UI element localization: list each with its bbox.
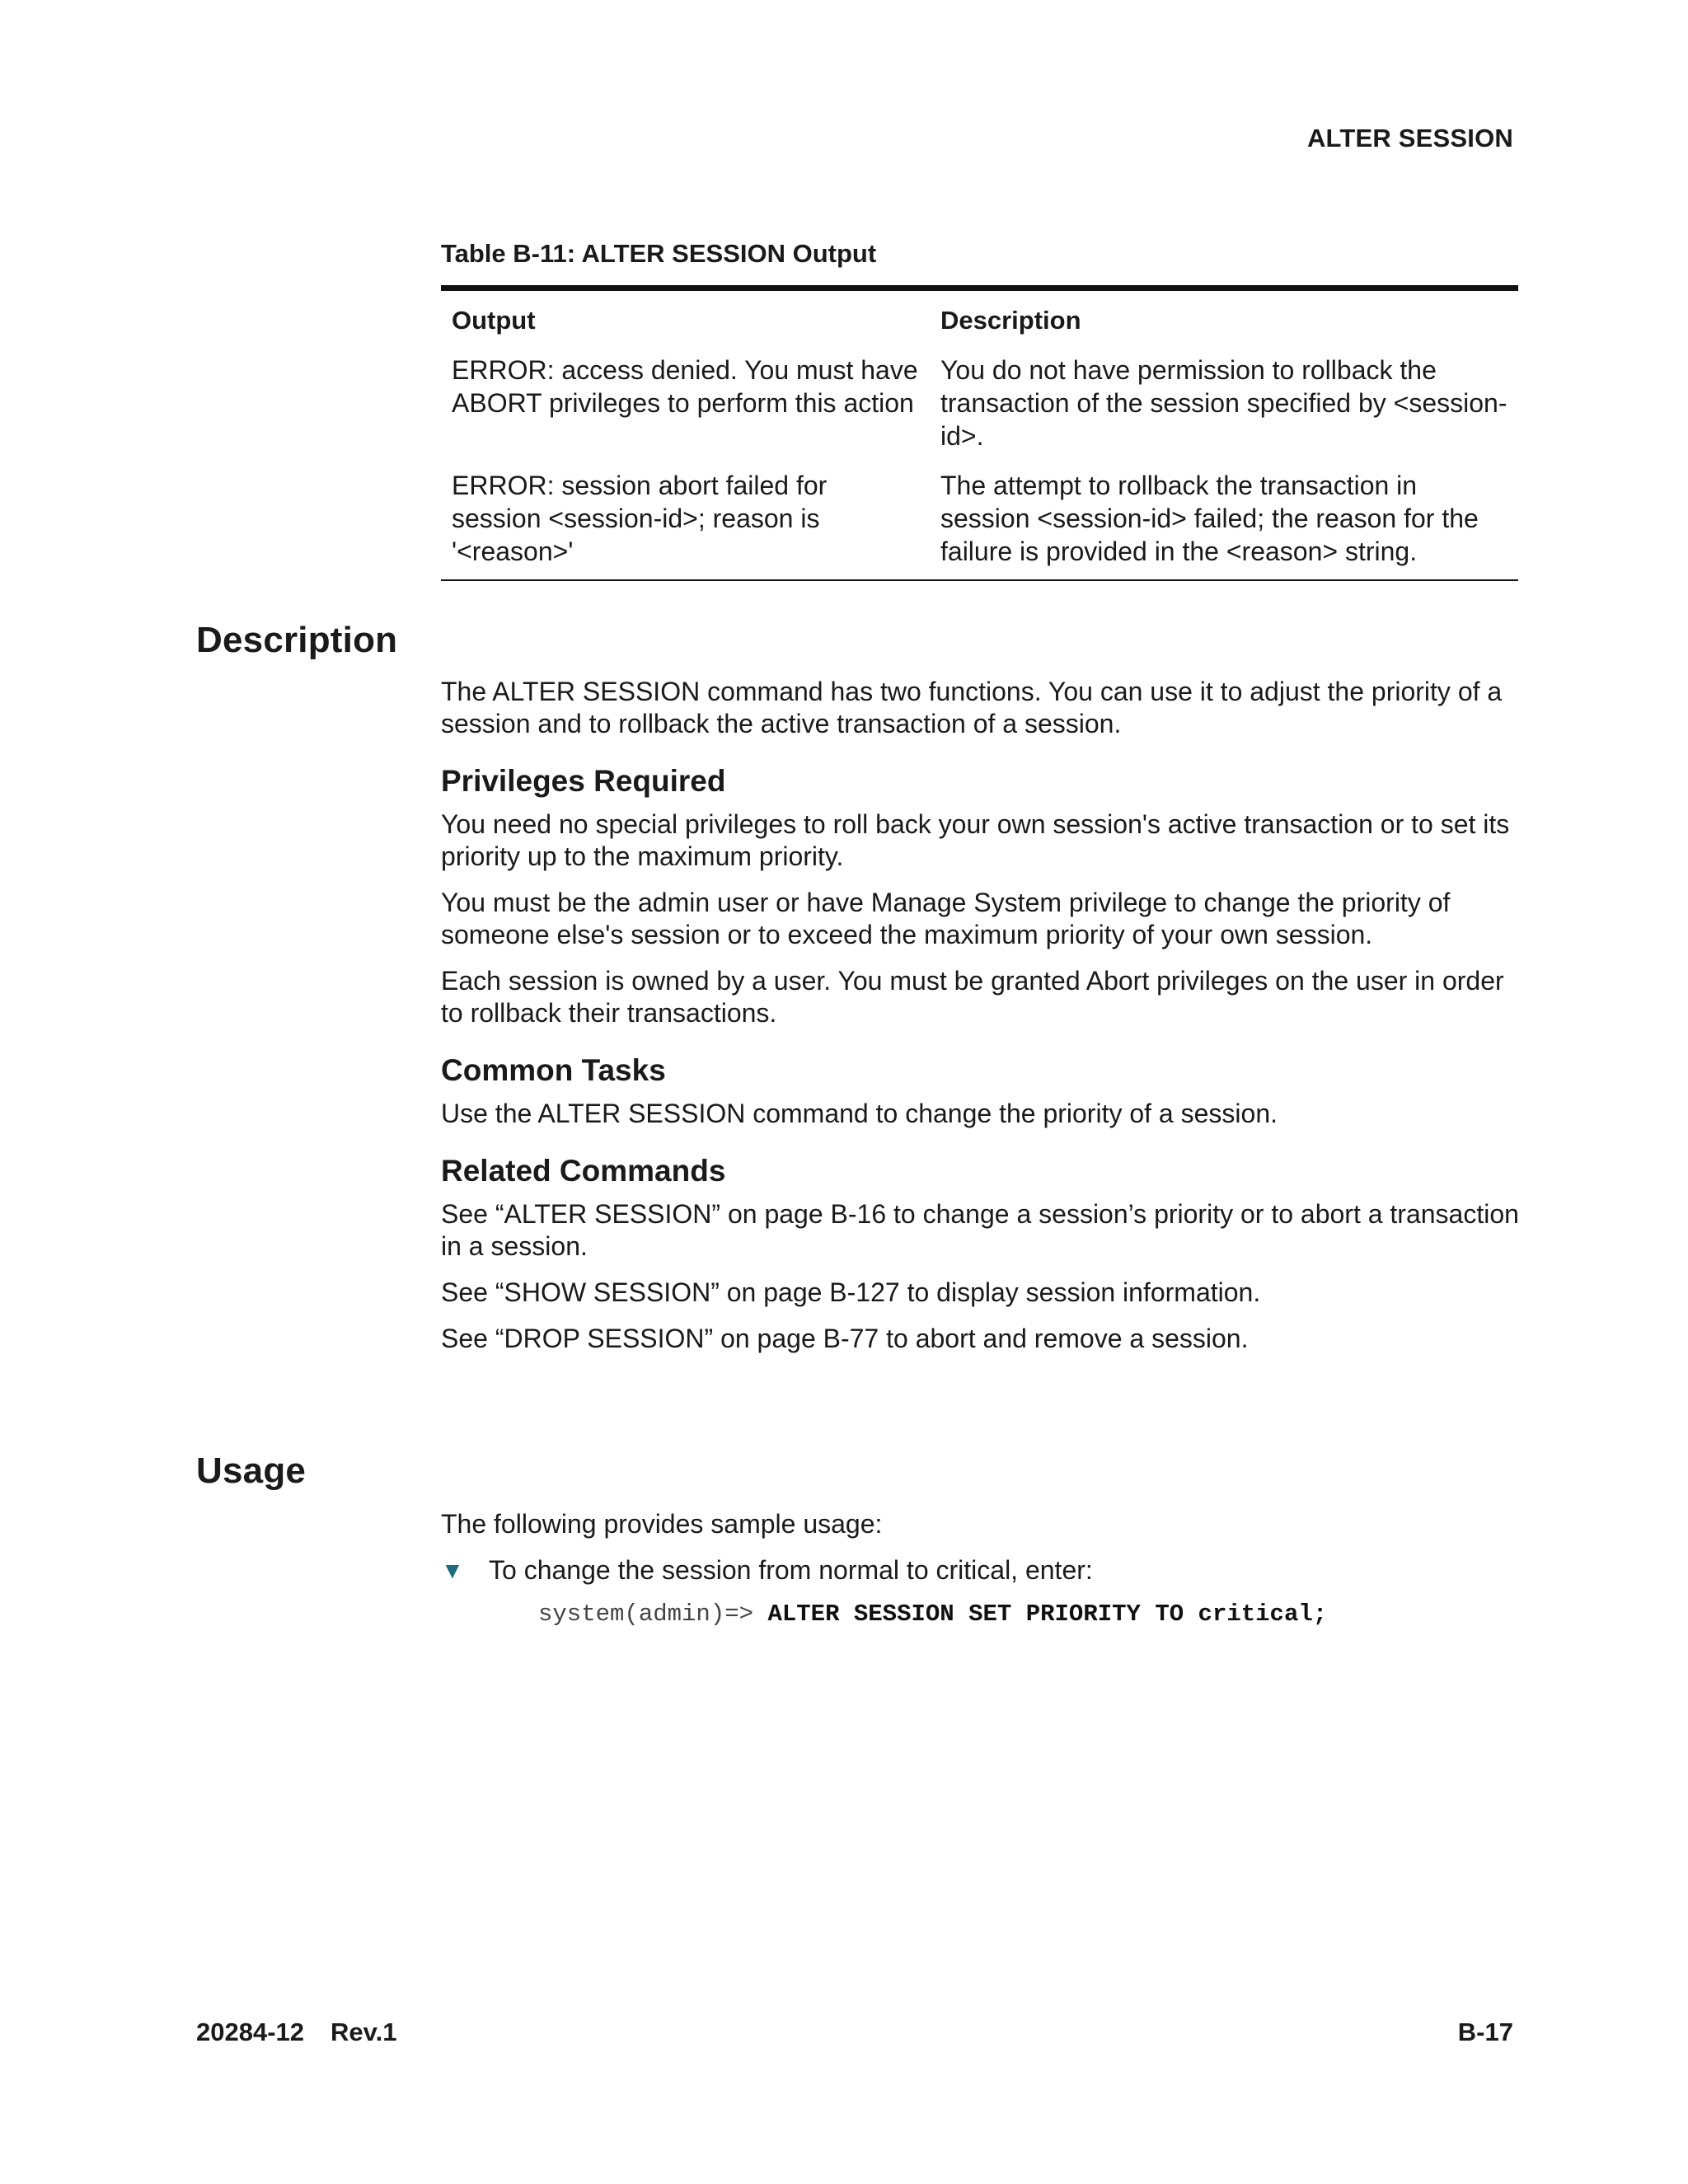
usage-bullet xyxy=(441,1554,1521,1586)
column-header-description: Description xyxy=(940,306,1081,335)
common-tasks-heading: Common Tasks xyxy=(441,1053,666,1087)
footer-doc-id xyxy=(196,2018,396,2047)
column-header-output: Output xyxy=(452,306,536,335)
code-example xyxy=(538,1598,1521,1630)
privileges-paragraph: You must be the admin user or have Manage System privilege to change the priority of someone else's session or to exceed the maximum priority of your own session. xyxy=(441,888,1451,949)
running-header: ALTER SESSION xyxy=(1306,124,1513,152)
table-row xyxy=(441,345,1518,461)
output-table xyxy=(441,285,1518,581)
footer-revision: Rev.1 xyxy=(331,2018,397,2046)
description-heading: Description xyxy=(196,620,398,660)
usage-heading: Usage xyxy=(196,1451,307,1491)
usage-bullet-text: To change the session from normal to critical, enter: xyxy=(489,1555,1093,1585)
description-intro: The ALTER SESSION command has two functions. You can use it to adjust the priority of a session and to rollback the active transaction of a session. xyxy=(441,677,1503,738)
related-commands-paragraph: See “SHOW SESSION” on page B-127 to display session information. xyxy=(441,1277,1261,1307)
related-commands-paragraph: See “ALTER SESSION” on page B-16 to change a session’s priority or to abort a transaction in a session. xyxy=(441,1199,1519,1261)
table-row xyxy=(441,461,1518,580)
usage-body xyxy=(441,1508,1521,1630)
related-commands-heading: Related Commands xyxy=(441,1154,726,1188)
code-command: ALTER SESSION SET PRIORITY TO critical; xyxy=(767,1601,1328,1628)
common-tasks-paragraph: Use the ALTER SESSION command to change the priority of a session. xyxy=(441,1099,1278,1128)
related-commands-paragraph: See “DROP SESSION” on page B-77 to abort and remove a session. xyxy=(441,1324,1249,1353)
privileges-heading: Privileges Required xyxy=(441,764,726,798)
code-prompt: system(admin)=> xyxy=(538,1601,768,1628)
triangle-down-icon: ▼ xyxy=(441,1558,464,1583)
description-cell: The attempt to rollback the transaction in session <session-id> failed; the reason for the failure is provided in the <reason> string. xyxy=(940,471,1479,566)
table-header-row xyxy=(441,288,1518,346)
description-body xyxy=(441,676,1521,1369)
output-cell: ERROR: session abort failed for session <session-id>; reason is '<reason>' xyxy=(452,471,828,566)
table-caption: Table B-11: ALTER SESSION Output xyxy=(441,239,877,268)
footer-page-number: B-17 xyxy=(1457,2018,1513,2046)
footer-doc-number: 20284-12 xyxy=(196,2018,305,2046)
privileges-paragraph: Each session is owned by a user. You must be granted Abort privileges on the user in order to rollback their transactions. xyxy=(441,966,1504,1028)
output-cell: ERROR: access denied. You must have ABORT privileges to perform this action xyxy=(452,355,918,418)
privileges-paragraph: You need no special privileges to roll back your own session's active transaction or to set its priority up to the maximum priority. xyxy=(441,809,1510,871)
description-cell: You do not have permission to rollback the transaction of the session specified by <session-id>. xyxy=(940,355,1507,451)
usage-intro: The following provides sample usage: xyxy=(441,1509,883,1539)
